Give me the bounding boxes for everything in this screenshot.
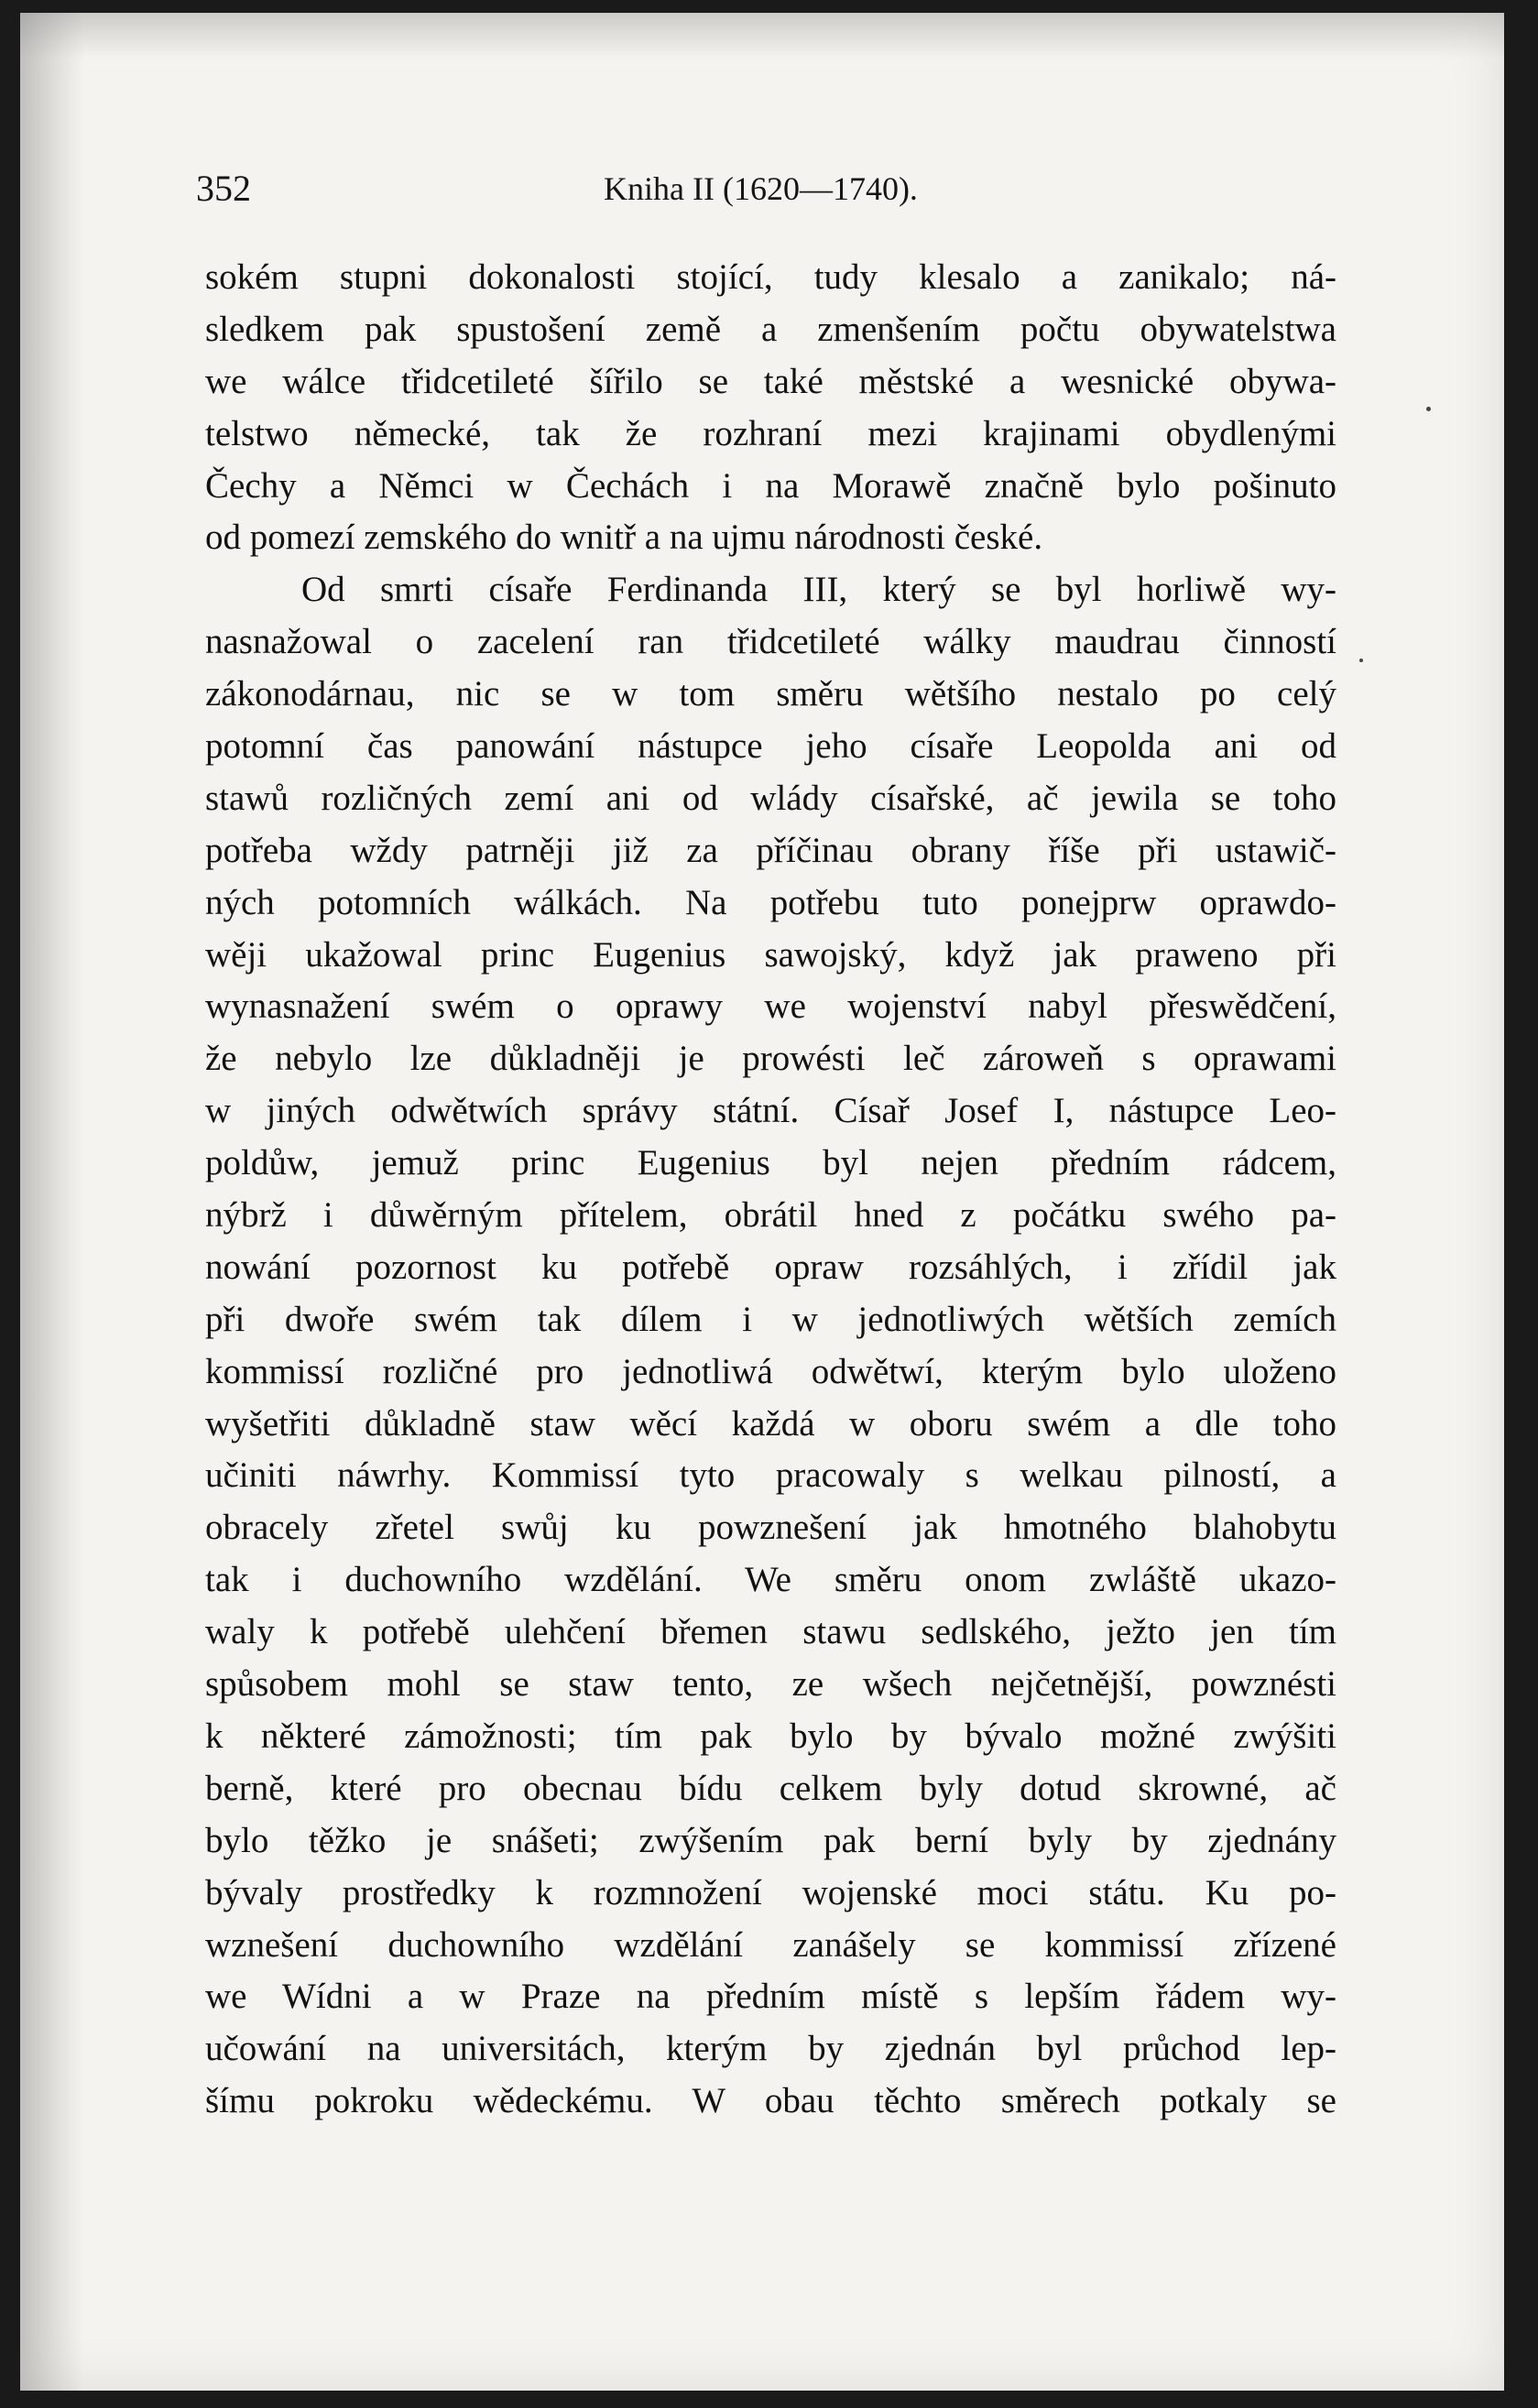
page-number: 352 [196,168,251,209]
ink-speck [1426,407,1431,411]
text-line: Od smrti císaře Ferdinanda III, který se byl horliwě wy- [301,570,1336,610]
text-line: nýbrž i důwěrným přítelem, obrátil hned z počátku swého pa- [205,1195,1336,1236]
paragraph-1 [205,252,1336,564]
text-line: sokém stupni dokonalosti stojící, tudy klesalo a zanikalo; ná- [205,257,1336,297]
text-line: wěji ukažowal princ Eugenius sawojský, když jak praweno při [205,934,1336,975]
text-line: poldůw, jemuž princ Eugenius byl nejen předním rádcem, [205,1143,1336,1183]
text-line: telstwo německé, tak že rozhraní mezi krajinami obydlenými [205,413,1336,453]
text-line: waly k potřebě ulehčení břemen stawu sedlského, ježto jen tím [205,1612,1336,1652]
text-line: že nebylo lze důkladněji je prowésti leč zároweň s oprawami [205,1039,1336,1079]
text-line: šímu pokroku wědeckému. W obau těchto směrech potkaly se [205,2081,1336,2121]
page-header [196,161,1336,216]
text-line: sledkem pak spustošení země a zmenšením počtu obywatelstwa [205,309,1336,349]
text-line: Čechy a Němci w Čechách i na Morawě značně bylo pošinuto [205,465,1336,506]
text-line: we Wídni a w Praze na předním místě s lepším řádem wy- [205,1977,1336,2017]
text-line: bývaly prostředky k rozmnožení wojenské moci státu. Ku po- [205,1872,1336,1912]
text-line: při dwoře swém tak dílem i w jednotliwých wětších zemích [205,1299,1336,1339]
text-line: zákonodárnau, nic se w tom směru wětšího nestalo po celý [205,674,1336,714]
text-line: bylo těžko je snášeti; zwýšením pak berní byly by zjednány [205,1820,1336,1860]
ink-speck [1359,659,1363,662]
text-line: tak i duchowního wzdělání. We směru onom zwláště ukazo- [205,1560,1336,1600]
text-line: wyšetřiti důkladně staw wěcí každá w oboru swém a dle toho [205,1403,1336,1444]
text-line: potřeba wždy patrněji již za příčinau obrany říše při ustawič- [205,830,1336,870]
text-line: učiniti náwrhy. Kommissí tyto pracowaly s welkau pilností, a [205,1455,1336,1496]
paragraph-2 [205,564,1336,2128]
text-line: wynasnažení swém o oprawy we wojenství nabyl přeswědčení, [205,986,1336,1027]
text-line: wznešení duchowního wzdělání zanášely se kommissí zřízené [205,1924,1336,1965]
text-line: nowání pozornost ku potřebě opraw rozsáhlých, i zřídil jak [205,1247,1336,1287]
text-line: stawů rozličných zemí ani od wlády císařské, ač jewila se toho [205,778,1336,818]
text-line: spůsobem mohl se staw tento, ze wšech nejčetnější, powznésti [205,1664,1336,1705]
text-line: kommissí rozličné pro jednotliwá odwětwí, kterým bylo uloženo [205,1351,1336,1391]
body-text [205,252,1336,2128]
text-line: potomní čas panowání nástupce jeho císaře Leopolda ani od [205,726,1336,767]
text-line: nasnažowal o zacelení ran třidcetileté wálky maudrau činností [205,622,1336,662]
running-head: Kniha II (1620—1740). [604,170,918,207]
text-line: k některé zámožnosti; tím pak bylo by bývalo možné zwýšiti [205,1716,1336,1756]
text-line: od pomezí zemského do wnitř a na ujmu národnosti české. [205,518,1043,558]
text-line: w jiných odwětwích správy státní. Císař Josef I, nástupce Leo- [205,1091,1336,1131]
text-line: berně, které pro obecnau bídu celkem byly dotud skrowné, ač [205,1768,1336,1808]
text-line: ných potomních wálkách. Na potřebu tuto ponejprw oprawdo- [205,882,1336,922]
text-line: we wálce třidcetileté šířilo se také městské a wesnické obywa- [205,361,1336,401]
text-line: obracely zřetel swůj ku powznešení jak hmotného blahobytu [205,1508,1336,1548]
text-line: učowání na universitách, kterým by zjednán byl průchod lep- [205,2029,1336,2069]
